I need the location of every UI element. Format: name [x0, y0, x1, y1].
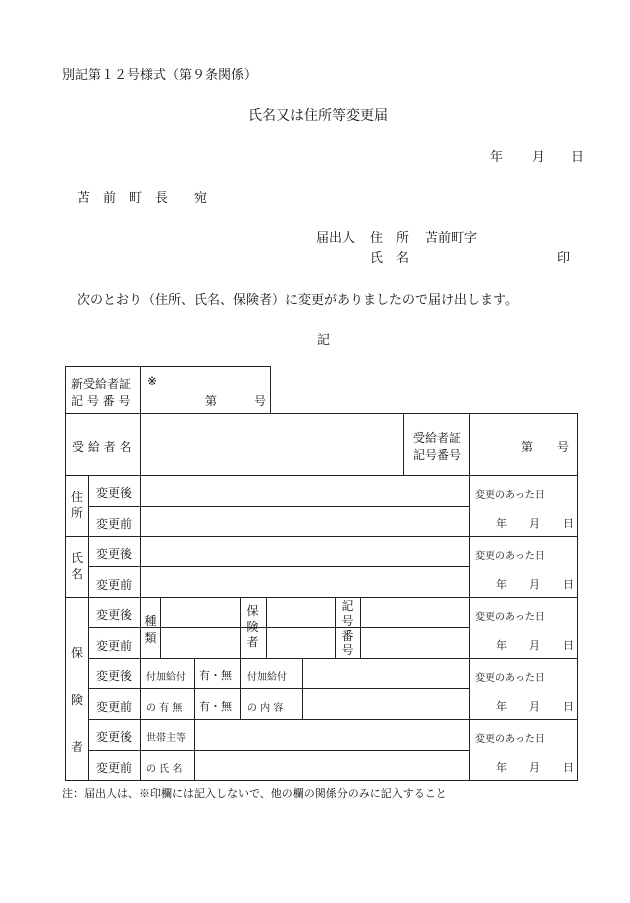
- supp-change-date-label: 変更のあった日: [475, 673, 545, 684]
- supp-month: 月: [529, 700, 540, 713]
- insurer-after-label: 変更後: [96, 608, 133, 622]
- cert-label-2: 記号番号: [413, 448, 462, 462]
- address-group-label: 住所: [70, 490, 83, 521]
- householder-month: 月: [529, 761, 540, 774]
- name-change-date-label: 変更のあった日: [475, 551, 545, 562]
- householder-before-label: 変更前: [96, 761, 133, 775]
- householder-after-label: 変更後: [96, 730, 133, 744]
- cert-label-1: 受給者証: [413, 431, 462, 445]
- address-year: 年: [496, 517, 507, 530]
- supp-benefit-label-2: の 有 無: [146, 703, 183, 714]
- cert-dai: 第: [521, 440, 534, 454]
- insurer-day: 日: [563, 639, 574, 652]
- householder-label-2: の 氏 名: [146, 764, 183, 775]
- applicant-label: 届出人: [316, 231, 356, 246]
- cert-go: 号: [557, 440, 570, 454]
- form-number: 別記第１２号様式（第９条関係）: [62, 68, 258, 83]
- address-after-label: 変更後: [96, 486, 133, 500]
- applicant-address-value: 苫前町字: [425, 231, 478, 246]
- recipient-name-label: 受 給 者 名: [72, 440, 132, 454]
- seal-mark: 印: [557, 251, 571, 266]
- insurer-month: 月: [529, 639, 540, 652]
- intro-text: 次のとおり（住所、氏名、保険者）に変更がありましたので届け出します。: [77, 293, 518, 308]
- kind-label: 種類: [144, 614, 157, 645]
- insurer-group-label: 保険者: [70, 646, 83, 754]
- supp-day: 日: [563, 700, 574, 713]
- applicant-address-label: 住 所: [370, 231, 410, 246]
- insurer-year: 年: [496, 639, 507, 652]
- symbol-number-label: 記号番号: [341, 599, 354, 658]
- form-title: 氏名又は住所等変更届: [248, 108, 388, 124]
- insurer-before-label: 変更前: [96, 639, 133, 653]
- ki-heading: 記: [317, 333, 331, 348]
- name-day: 日: [563, 578, 574, 591]
- name-before-label: 変更前: [96, 578, 133, 592]
- name-group-label: 氏名: [70, 551, 83, 582]
- applicant-name-label: 氏 名: [370, 251, 410, 266]
- date-day-label: 日: [571, 150, 585, 165]
- supp-before-label: 変更前: [96, 700, 133, 714]
- name-after-label: 変更後: [96, 547, 133, 561]
- new-cert-asterisk: ※: [147, 374, 158, 388]
- address-day: 日: [563, 517, 574, 530]
- householder-year: 年: [496, 761, 507, 774]
- date-year-label: 年: [490, 150, 504, 165]
- address-change-date-label: 変更のあった日: [475, 490, 545, 501]
- supp-content-label-2: の 内 容: [247, 703, 284, 714]
- name-year: 年: [496, 578, 507, 591]
- new-cert-dai: 第: [205, 394, 218, 408]
- householder-change-date-label: 変更のあった日: [475, 734, 545, 745]
- supp-year: 年: [496, 700, 507, 713]
- yes-no-after: 有・無: [199, 669, 232, 682]
- new-cert-label-1: 新受給者証: [71, 377, 132, 391]
- new-cert-go: 号: [254, 394, 267, 408]
- yes-no-before: 有・無: [199, 700, 232, 713]
- addressee: 苫 前 町 長 宛: [77, 191, 208, 206]
- new-cert-label-2: 記 号 番 号: [71, 394, 131, 408]
- insurer-change-date-label: 変更のあった日: [475, 612, 545, 623]
- supp-after-label: 変更後: [96, 669, 133, 683]
- address-month: 月: [529, 517, 540, 530]
- insurer-name-label: 保険者: [246, 604, 259, 650]
- supp-content-label-1: 付加給付: [247, 672, 287, 683]
- householder-day: 日: [563, 761, 574, 774]
- address-before-label: 変更前: [96, 517, 133, 531]
- name-month: 月: [529, 578, 540, 591]
- date-month-label: 月: [532, 150, 546, 165]
- supp-benefit-label-1: 付加給付: [146, 672, 186, 683]
- householder-label-1: 世帯主等: [146, 733, 186, 744]
- footnote: 注：届出人は、※印欄には記入しないで、他の欄の関係分のみに記入すること: [62, 787, 447, 800]
